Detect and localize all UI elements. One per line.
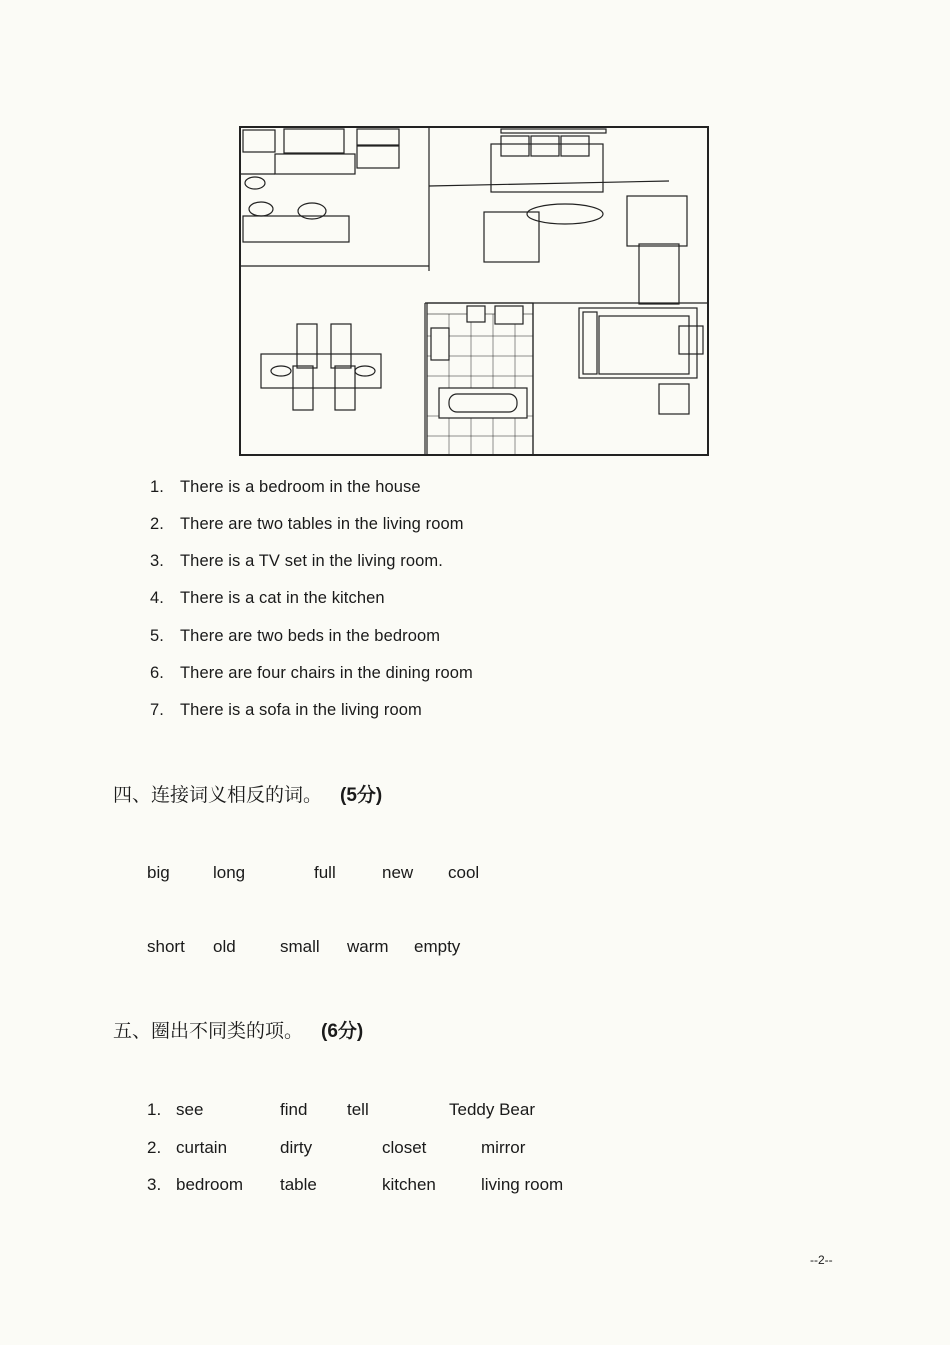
odd-word[interactable]: find	[280, 1100, 308, 1119]
odd-word[interactable]: closet	[382, 1138, 427, 1157]
kitchen-drawing	[240, 127, 669, 271]
match-word-top[interactable]: long	[213, 863, 246, 882]
match-word-bottom[interactable]: short	[147, 937, 185, 956]
match-word-bottom[interactable]: old	[213, 937, 236, 956]
statement-number: 2.	[150, 515, 164, 533]
match-word-top[interactable]: big	[147, 863, 170, 882]
match-word-top[interactable]: cool	[448, 863, 480, 882]
statement-1	[150, 478, 421, 497]
statement-text: There are two beds in the bedroom	[180, 627, 441, 645]
living-room-drawing	[484, 129, 687, 304]
statement-number: 6.	[150, 664, 164, 682]
odd-item-number: 2.	[147, 1138, 162, 1157]
bathroom-drawing	[427, 303, 533, 455]
section-score: (6分)	[321, 1021, 364, 1042]
statement-6	[150, 664, 473, 683]
statement-number: 7.	[150, 701, 164, 719]
section-4-heading	[113, 780, 382, 807]
odd-item-number: 3.	[147, 1175, 162, 1194]
statement-text: There is a TV set in the living room.	[180, 552, 443, 570]
odd-word[interactable]: living room	[481, 1175, 564, 1194]
odd-word[interactable]: curtain	[176, 1138, 228, 1157]
statement-2	[150, 515, 464, 534]
statement-text: There is a sofa in the living room	[180, 701, 422, 719]
statement-5	[150, 627, 440, 646]
statement-text: There is a bedroom in the house	[180, 478, 421, 496]
statement-number: 3.	[150, 552, 164, 570]
statement-7	[150, 701, 422, 720]
section-title: 四、连接词义相反的词。	[113, 784, 323, 806]
odd-word[interactable]: table	[280, 1175, 317, 1194]
match-word-bottom[interactable]: empty	[414, 937, 461, 956]
page-number: --2--	[810, 1253, 833, 1267]
statement-number: 5.	[150, 627, 164, 645]
statement-number: 1.	[150, 478, 164, 496]
section-title: 五、圈出不同类的项。	[113, 1020, 304, 1042]
match-word-bottom[interactable]: small	[280, 937, 320, 956]
match-word-top[interactable]: full	[314, 863, 336, 882]
section-score: (5分)	[340, 785, 383, 806]
odd-word[interactable]: tell	[347, 1100, 369, 1119]
bedroom-drawing	[425, 303, 708, 455]
odd-word[interactable]: mirror	[481, 1138, 526, 1157]
house-floor-plan	[239, 126, 710, 457]
odd-word[interactable]: bedroom	[176, 1175, 244, 1194]
odd-word[interactable]: kitchen	[382, 1175, 436, 1194]
match-word-top[interactable]: new	[382, 863, 414, 882]
section-5-heading	[113, 1016, 363, 1043]
statement-text: There are two tables in the living room	[180, 515, 464, 533]
odd-item-number: 1.	[147, 1100, 162, 1119]
statement-text: There is a cat in the kitchen	[180, 589, 385, 607]
dining-room-drawing	[261, 324, 381, 410]
odd-word[interactable]: dirty	[280, 1138, 313, 1157]
odd-word[interactable]: see	[176, 1100, 204, 1119]
statement-4	[150, 589, 385, 608]
statement-number: 4.	[150, 589, 164, 607]
statement-text: There are four chairs in the dining room	[180, 664, 473, 682]
odd-word[interactable]: Teddy Bear	[449, 1100, 535, 1119]
match-word-bottom[interactable]: warm	[347, 937, 389, 956]
statement-3	[150, 552, 443, 571]
